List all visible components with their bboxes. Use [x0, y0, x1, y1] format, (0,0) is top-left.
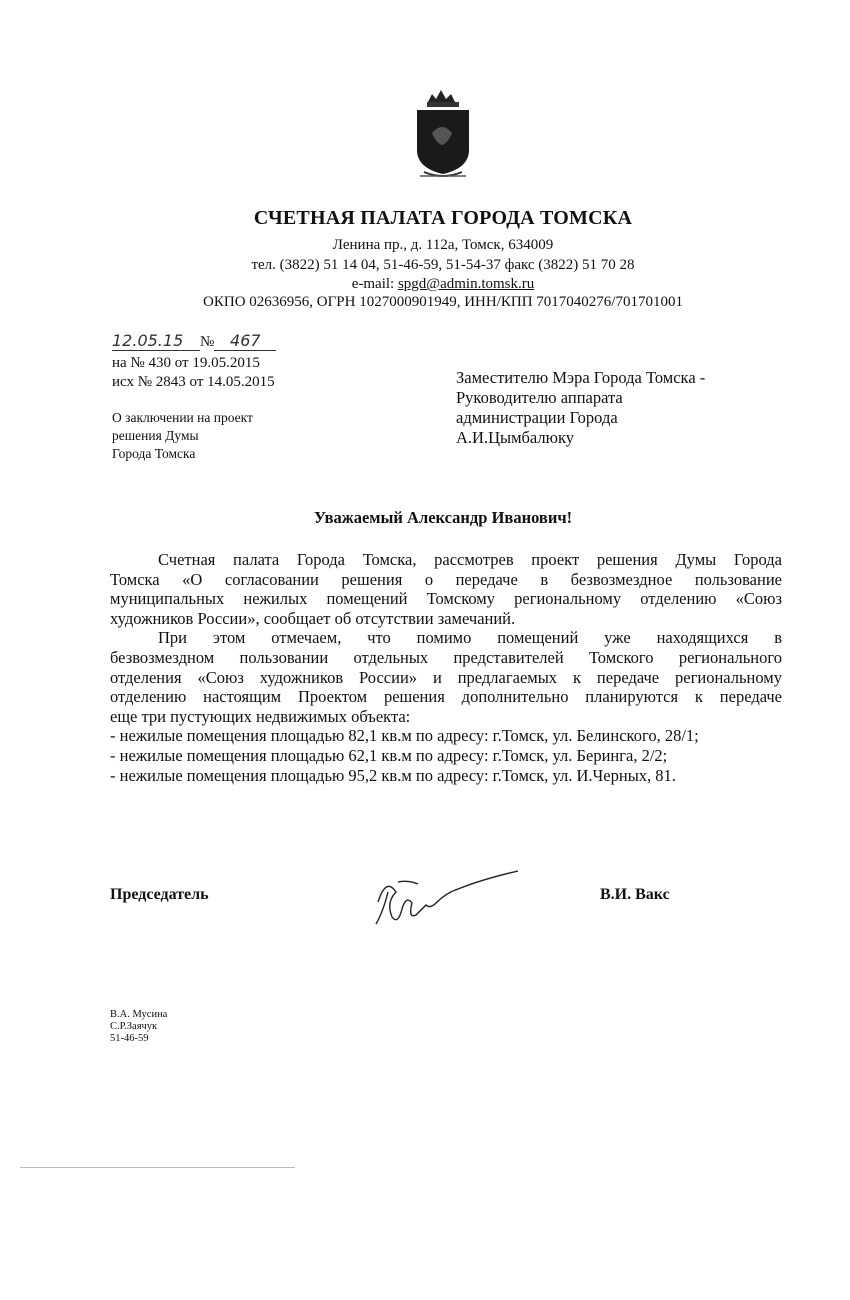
- subject-line: Города Томска: [112, 446, 196, 461]
- list-item-property: - нежилые помещения площадью 82,1 кв.м по адресу: г.Томск, ул. Белинского, 28/1;: [110, 726, 699, 746]
- body-line: безвозмездном пользовании отдельных представителей Томского регионального: [110, 647, 782, 667]
- executor-name: С.Р.Заячук: [110, 1021, 158, 1032]
- body-line: отделения «Союз художников России» и предлагаемых к передаче региональному: [110, 667, 782, 687]
- subject-line: О заключении на проект: [112, 410, 253, 425]
- addressee-line: Руководителю аппарата: [456, 388, 623, 407]
- city-coat-of-arms-emblem: [410, 88, 476, 184]
- email-link[interactable]: spgd@admin.tomsk.ru: [397, 276, 535, 292]
- body-line: художников России», сообщает об отсутствии замечаний.: [110, 608, 516, 628]
- scan-artifact-line: [20, 1167, 295, 1168]
- subject-line: решения Думы: [112, 428, 199, 443]
- addressee-line: администрации Города: [456, 408, 618, 427]
- body-line: еще три пустующих недвижимых объекта:: [110, 706, 411, 726]
- handwritten-number: 467: [214, 331, 276, 351]
- handwritten-date: 12.05.15: [112, 331, 200, 351]
- handwritten-signature: [368, 862, 518, 937]
- subject-block: [112, 409, 253, 463]
- body-line: Томска «О согласовании решения о передаче в безвозмездное пользование: [110, 569, 782, 589]
- organization-address: Ленина пр., д. 112а, Томск, 634009: [332, 237, 554, 253]
- executor-name: В.А. Мусина: [110, 1009, 168, 1020]
- body-line: При этом отмечаем, что помимо помещений уже находящихся в: [158, 628, 782, 648]
- reply-to-reference: на № 430 от 19.05.2015: [112, 355, 260, 371]
- signatory-position: Председатель: [110, 886, 209, 903]
- email-label: e-mail:: [351, 276, 398, 292]
- organization-codes: ОКПО 02636956, ОГРН 1027000901949, ИНН/КПП 7017040276/701701001: [203, 294, 683, 310]
- organization-name: СЧЕТНАЯ ПАЛАТА ГОРОДА ТОМСКА: [253, 207, 633, 229]
- addressee-line: Заместителю Мэра Города Томска -: [456, 368, 706, 387]
- organization-email-line: [0, 275, 850, 294]
- number-sign: №: [200, 334, 215, 350]
- letter-body: [110, 550, 782, 785]
- list-item-property: - нежилые помещения площадью 62,1 кв.м по адресу: г.Томск, ул. Беринга, 2/2;: [110, 745, 668, 765]
- body-line: муниципальных нежилых помещений Томскому региональному отделению «Союз: [110, 589, 782, 609]
- signatory-name: В.И. Вакс: [600, 886, 670, 903]
- addressee-block: [456, 368, 705, 448]
- body-line: отделению настоящим Проектом решения дополнительно планируются к передаче: [110, 687, 782, 707]
- organization-phones: тел. (3822) 51 14 04, 51-46-59, 51-54-37 факс (3822) 51 70 28: [251, 257, 635, 273]
- executor-phone: 51-46-59: [110, 1033, 149, 1044]
- addressee-line: А.И.Цымбалюку: [456, 428, 574, 447]
- greeting: Уважаемый Александр Иванович!: [313, 508, 573, 527]
- body-line: Счетная палата Города Томска, рассмотрев проект решения Думы Города: [158, 550, 782, 569]
- outgoing-reference: исх № 2843 от 14.05.2015: [112, 374, 275, 390]
- registration-line: [112, 331, 276, 351]
- executor-block: [110, 1009, 167, 1045]
- list-item-property: - нежилые помещения площадью 95,2 кв.м по адресу: г.Томск, ул. И.Черных, 81.: [110, 765, 676, 785]
